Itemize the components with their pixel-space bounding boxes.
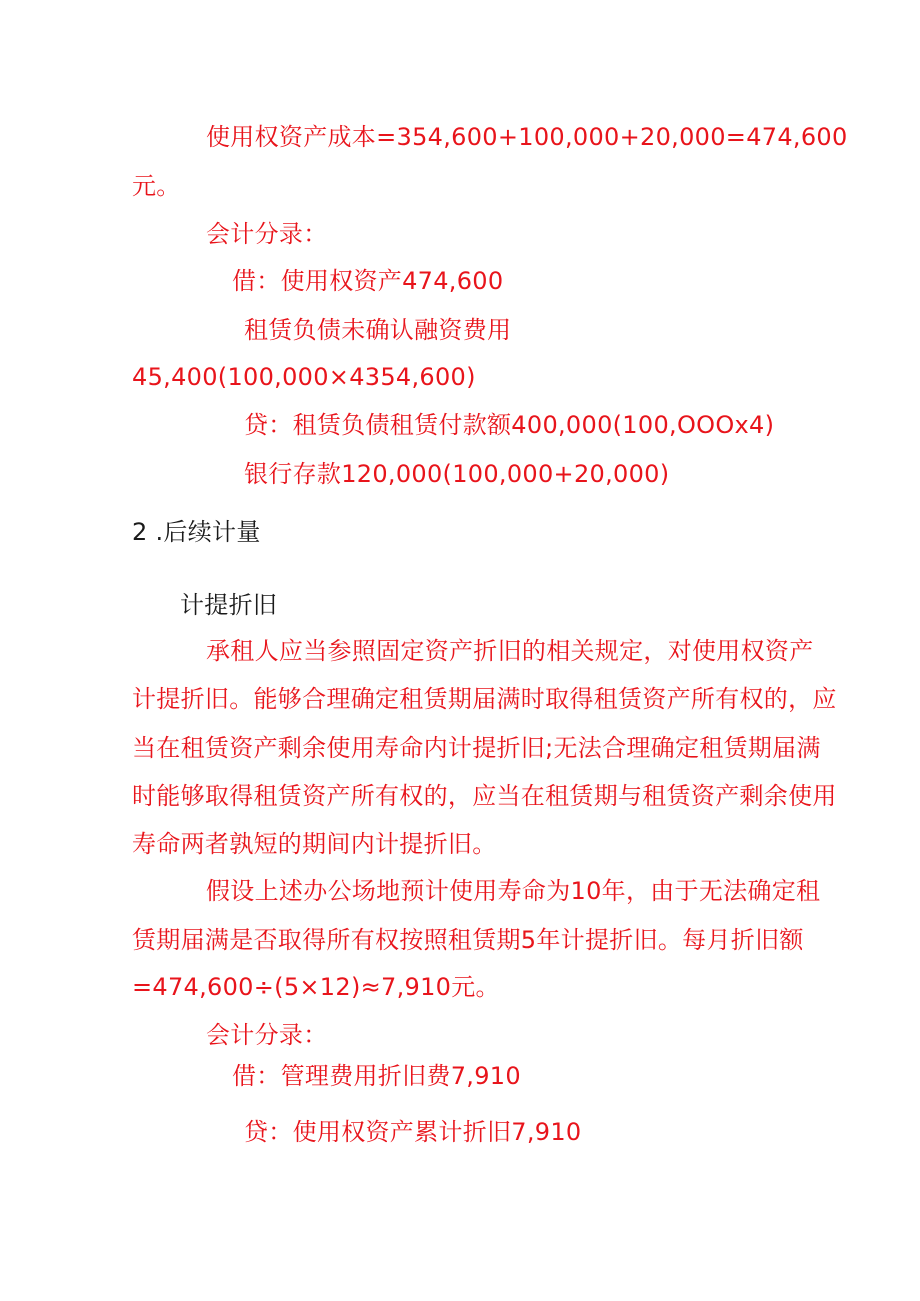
paragraph2-line: 假设上述办公场地预计使用寿命为10年，由于无法确定租 bbox=[206, 877, 821, 905]
debit-admin-expense: 借：管理费用折旧费7,910 bbox=[232, 1062, 521, 1090]
paragraph1-line: 当在租赁资产剩余使用寿命内计提折旧;无法合理确定租赁期届满 bbox=[132, 734, 821, 762]
rou-cost-formula: 使用权资产成本=354,600+100,000+20,000=474,600 bbox=[206, 123, 848, 151]
rou-cost-formula-end: 元。 bbox=[132, 172, 181, 200]
credit-accumulated-depreciation: 贷：使用权资产累计折旧7,910 bbox=[244, 1118, 582, 1146]
entry-heading-subsequent: 会计分录： bbox=[206, 1021, 328, 1049]
paragraph2-line: 赁期届满是否取得所有权按照租赁期5年计提折旧。每月折旧额 bbox=[132, 926, 804, 954]
entry-heading-initial: 会计分录： bbox=[206, 220, 328, 248]
subheading-depreciation: 计提折旧 bbox=[180, 591, 278, 619]
debit-unrecognized-finance-value: 45,400(100,000×4354,600) bbox=[132, 363, 476, 391]
paragraph1-line: 承租人应当参照固定资产折旧的相关规定，对使用权资产 bbox=[206, 637, 814, 665]
paragraph1-line: 计提折旧。能够合理确定租赁期届满时取得租赁资产所有权的，应 bbox=[132, 685, 837, 713]
credit-bank-deposit: 银行存款120,000(100,000+20,000) bbox=[244, 460, 670, 488]
credit-lease-liability: 贷：租赁负债租赁付款额400,000(100,OOOx4) bbox=[244, 411, 775, 439]
debit-rou-asset: 借：使用权资产474,600 bbox=[232, 267, 504, 295]
section-title-subsequent: 2 .后续计量 bbox=[132, 518, 261, 546]
paragraph1-line: 寿命两者孰短的期间内计提折旧。 bbox=[132, 830, 497, 858]
paragraph2-line: =474,600÷(5×12)≈7,910元。 bbox=[132, 973, 500, 1001]
paragraph1-line: 时能够取得租赁资产所有权的，应当在租赁期与租赁资产剩余使用 bbox=[132, 782, 837, 810]
debit-unrecognized-finance-label: 租赁负债未确认融资费用 bbox=[244, 316, 512, 344]
